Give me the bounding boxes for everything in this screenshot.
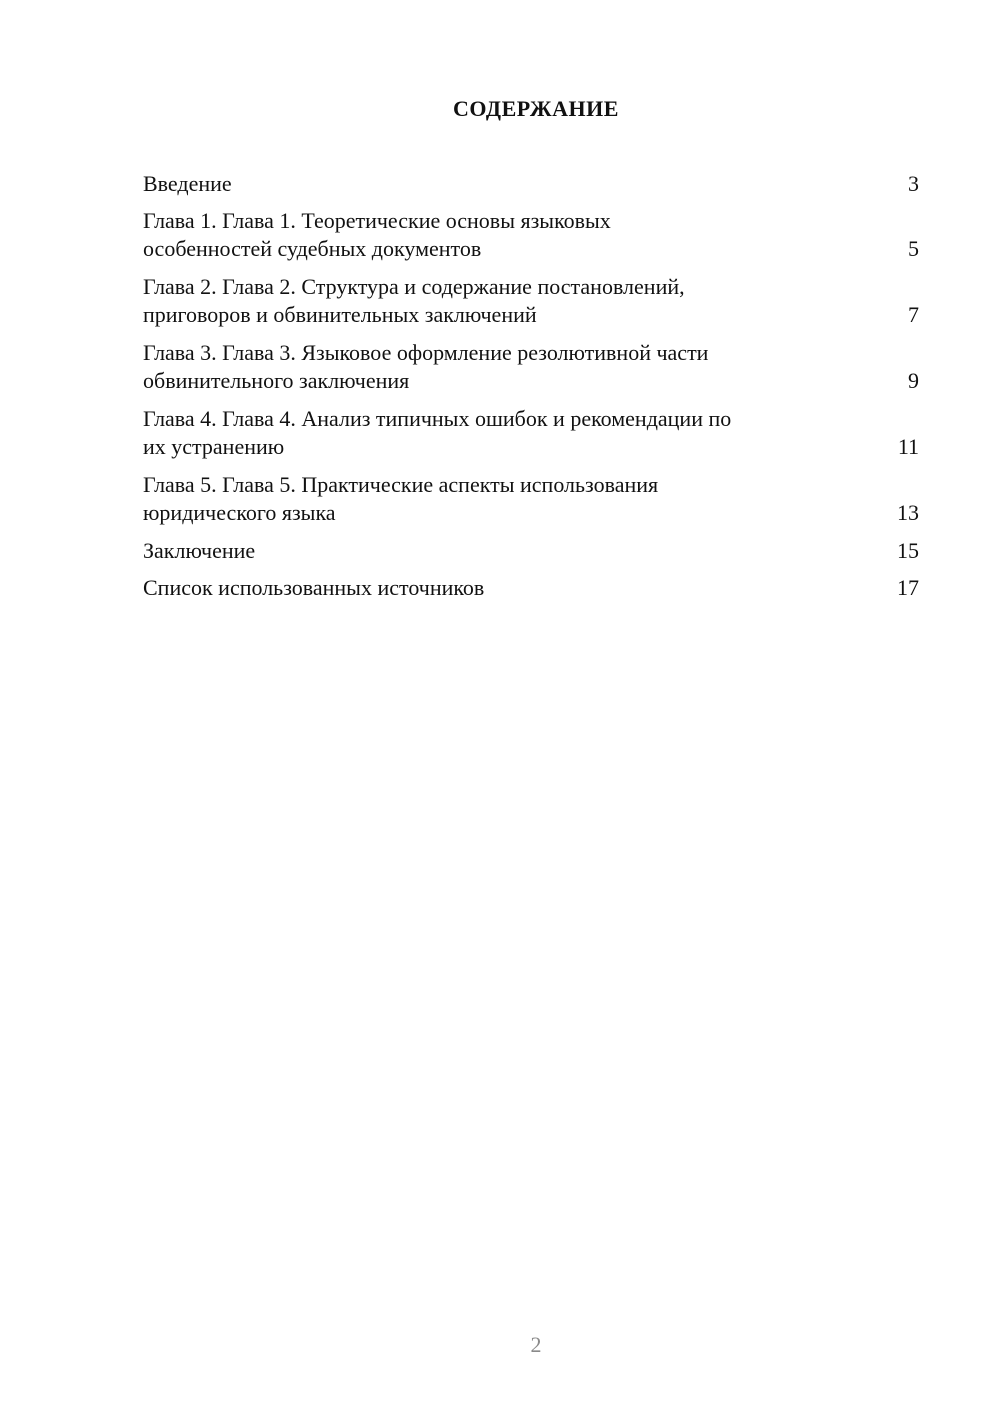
toc-entry-references <box>143 574 919 602</box>
toc-entry-title <box>143 537 833 565</box>
toc-entry-page-number: 11 <box>897 434 919 459</box>
toc-entry-title-line: Глава 4. Глава 4. Анализ типичных ошибок и рекомендации по <box>143 406 732 431</box>
toc-entry-chapter-1 <box>143 207 919 263</box>
toc-entry-conclusion <box>143 537 919 565</box>
toc-entry-title-line: Глава 2. Глава 2. Структура и содержание постановлений, <box>143 274 685 299</box>
toc-entry-title <box>143 574 833 602</box>
toc-entry-title-line: Введение <box>143 171 232 196</box>
toc-entry-chapter-2 <box>143 273 919 329</box>
toc-entry-title-line: Список использованных источников <box>143 575 485 600</box>
toc-entry-page-number: 15 <box>897 538 919 563</box>
toc-entry-title-line: обвинительного заключения <box>143 368 410 393</box>
toc-entry-title-line: приговоров и обвинительных заключений <box>143 302 537 327</box>
toc-entry-title <box>143 471 833 527</box>
toc-entry-title <box>143 207 833 263</box>
toc-entry-title-line: Глава 3. Глава 3. Языковое оформление резолютивной части <box>143 340 709 365</box>
toc-entry-title-line: Глава 1. Глава 1. Теоретические основы языковых <box>143 208 611 233</box>
toc-entry-title-line: юридического языка <box>143 500 336 525</box>
toc-entry-page-number: 13 <box>897 500 919 525</box>
toc-entry-title <box>143 339 833 395</box>
toc-entry-chapter-5 <box>143 471 919 527</box>
toc-entry-page-number: 7 <box>908 302 919 327</box>
toc-entry-page-number: 9 <box>908 368 919 393</box>
toc-entry-chapter-4 <box>143 405 919 461</box>
toc-entry-title-line: их устранению <box>143 434 285 459</box>
toc-entry-title-line: Глава 5. Глава 5. Практические аспекты использования <box>143 472 659 497</box>
page-number: 2 <box>530 1332 542 1357</box>
page-title: СОДЕРЖАНИЕ <box>453 96 619 121</box>
table-of-contents <box>143 170 919 611</box>
toc-entry-title <box>143 405 833 461</box>
toc-entry-chapter-3 <box>143 339 919 395</box>
toc-entry-page-number: 17 <box>897 575 919 600</box>
toc-entry-title-line: особенностей судебных документов <box>143 236 482 261</box>
toc-entry-page-number: 5 <box>908 236 919 261</box>
toc-entry-title <box>143 170 833 198</box>
toc-entry-title-line: Заключение <box>143 538 256 563</box>
toc-entry-page-number: 3 <box>908 171 919 196</box>
toc-entry-introduction <box>143 170 919 198</box>
toc-entry-title <box>143 273 833 329</box>
